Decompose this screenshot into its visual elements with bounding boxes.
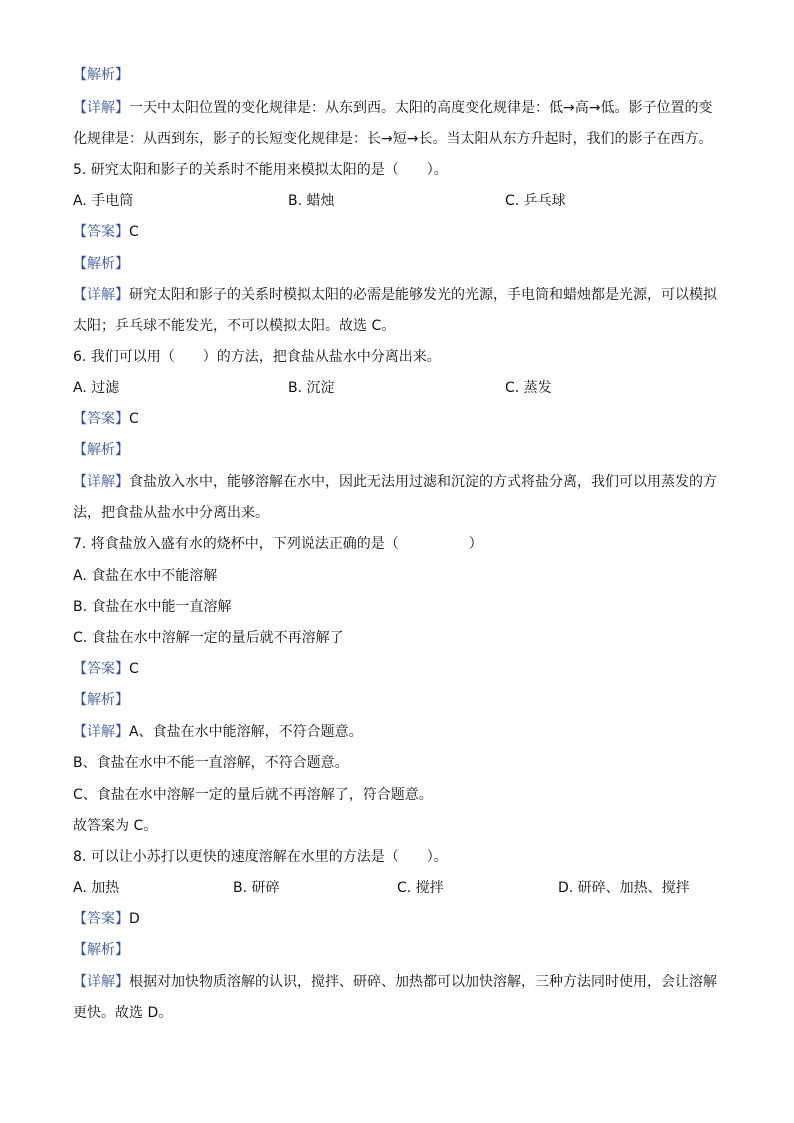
question-6-stem: 6. 我们可以用（ ）的方法，把食盐从盐水中分离出来。 [73, 349, 441, 365]
explanation-text: B、食盐在水中不能一直溶解，不符合题意。 [73, 755, 349, 771]
label-xiangjie: 【详解】 [73, 100, 129, 116]
explanation-text: 研究太阳和影子的关系时模拟太阳的必需是能够发光的光源，手电筒和蜡烛都是光源，可以模拟 [129, 287, 717, 303]
option-b: B. 食盐在水中能一直溶解 [73, 599, 232, 615]
question-7-stem: 7. 将食盐放入盛有水的烧杯中，下列说法正确的是（ ） [73, 536, 483, 552]
option-d: D. 研碎、加热、搅拌 [558, 880, 690, 896]
explanation-text: 太阳；乒乓球不能发光，不可以模拟太阳。故选 C。 [73, 318, 396, 334]
label-xiangjie: 【详解】 [73, 287, 129, 303]
label-xiangjie: 【详解】 [73, 724, 129, 740]
explanation-line [73, 816, 746, 836]
question-stem [73, 847, 746, 867]
label-jiexi: 【解析】 [73, 692, 129, 708]
question-8-stem: 8. 可以让小苏打以更快的速度溶解在水里的方法是（ ）。 [73, 849, 448, 865]
explanation-text: C、食盐在水中溶解一定的量后就不再溶解了，符合题意。 [73, 787, 433, 803]
answer-line [73, 909, 746, 929]
explanation-line [73, 722, 746, 742]
explanation-line [73, 1003, 746, 1023]
analysis-heading [73, 65, 746, 85]
label-jiexi: 【解析】 [73, 442, 129, 458]
answer-value: C [129, 411, 139, 427]
explanation-text: 化规律是：从西到东，影子的长短变化规律是：长→短→长。当太阳从东方升起时，我们的影子在西方。 [73, 131, 713, 147]
explanation-text: 更快。故选 D。 [73, 1005, 173, 1021]
explanation-text: A、食盐在水中能溶解，不符合题意。 [129, 724, 363, 740]
explanation-text: 食盐放入水中，能够溶解在水中，因此无法用过滤和沉淀的方式将盐分离，我们可以用蒸发的方 [129, 474, 717, 490]
answer-value: D [129, 911, 140, 927]
label-xiangjie: 【详解】 [73, 974, 129, 990]
question-stem [73, 347, 746, 367]
label-xiangjie: 【详解】 [73, 474, 129, 490]
option-a: A. 过滤 [73, 380, 120, 396]
answer-value: C [129, 224, 139, 240]
explanation-text: 法，把食盐从盐水中分离出来。 [73, 505, 269, 521]
explanation-line [73, 285, 746, 305]
option-line [73, 597, 746, 617]
explanation-text: 故答案为 C。 [73, 818, 158, 834]
label-jiexi: 【解析】 [73, 942, 129, 958]
explanation-line [73, 503, 746, 523]
label-answer: 【答案】 [73, 411, 129, 427]
question-5-stem: 5. 研究太阳和影子的关系时不能用来模拟太阳的是（ ）。 [73, 162, 448, 178]
answer-line [73, 659, 746, 679]
explanation-line [73, 753, 746, 773]
analysis-heading [73, 254, 746, 274]
explanation-line [73, 316, 746, 336]
explanation-line [73, 472, 746, 492]
option-b: B. 研碎 [233, 880, 280, 896]
label-answer: 【答案】 [73, 911, 129, 927]
analysis-heading [73, 940, 746, 960]
option-c: C. 乒乓球 [505, 193, 566, 209]
option-c: C. 搅拌 [397, 880, 444, 896]
analysis-heading [73, 690, 746, 710]
explanation-text: 一天中太阳位置的变化规律是：从东到西。太阳的高度变化规律是：低→高→低。影子位置的变 [129, 100, 713, 116]
option-c: C. 蒸发 [505, 380, 552, 396]
label-answer: 【答案】 [73, 661, 129, 677]
option-line [73, 566, 746, 586]
answer-value: C [129, 661, 139, 677]
answer-line [73, 222, 746, 242]
option-a: A. 食盐在水中不能溶解 [73, 568, 218, 584]
question-stem [73, 534, 746, 554]
question-stem [73, 160, 746, 180]
explanation-line [73, 129, 746, 149]
explanation-text: 根据对加快物质溶解的认识，搅拌、研碎、加热都可以加快溶解，三种方法同时使用，会让溶解 [129, 974, 717, 990]
option-a: A. 加热 [73, 880, 120, 896]
analysis-heading [73, 440, 746, 460]
option-line [73, 628, 746, 648]
option-b: B. 蜡烛 [288, 193, 335, 209]
label-jiexi: 【解析】 [73, 67, 129, 83]
explanation-line [73, 972, 746, 992]
explanation-line [73, 98, 746, 118]
answer-line [73, 409, 746, 429]
label-jiexi: 【解析】 [73, 256, 129, 272]
option-c: C. 食盐在水中溶解一定的量后就不再溶解了 [73, 630, 344, 646]
option-a: A. 手电筒 [73, 193, 134, 209]
explanation-line [73, 785, 746, 805]
label-answer: 【答案】 [73, 224, 129, 240]
option-b: B. 沉淀 [288, 380, 335, 396]
